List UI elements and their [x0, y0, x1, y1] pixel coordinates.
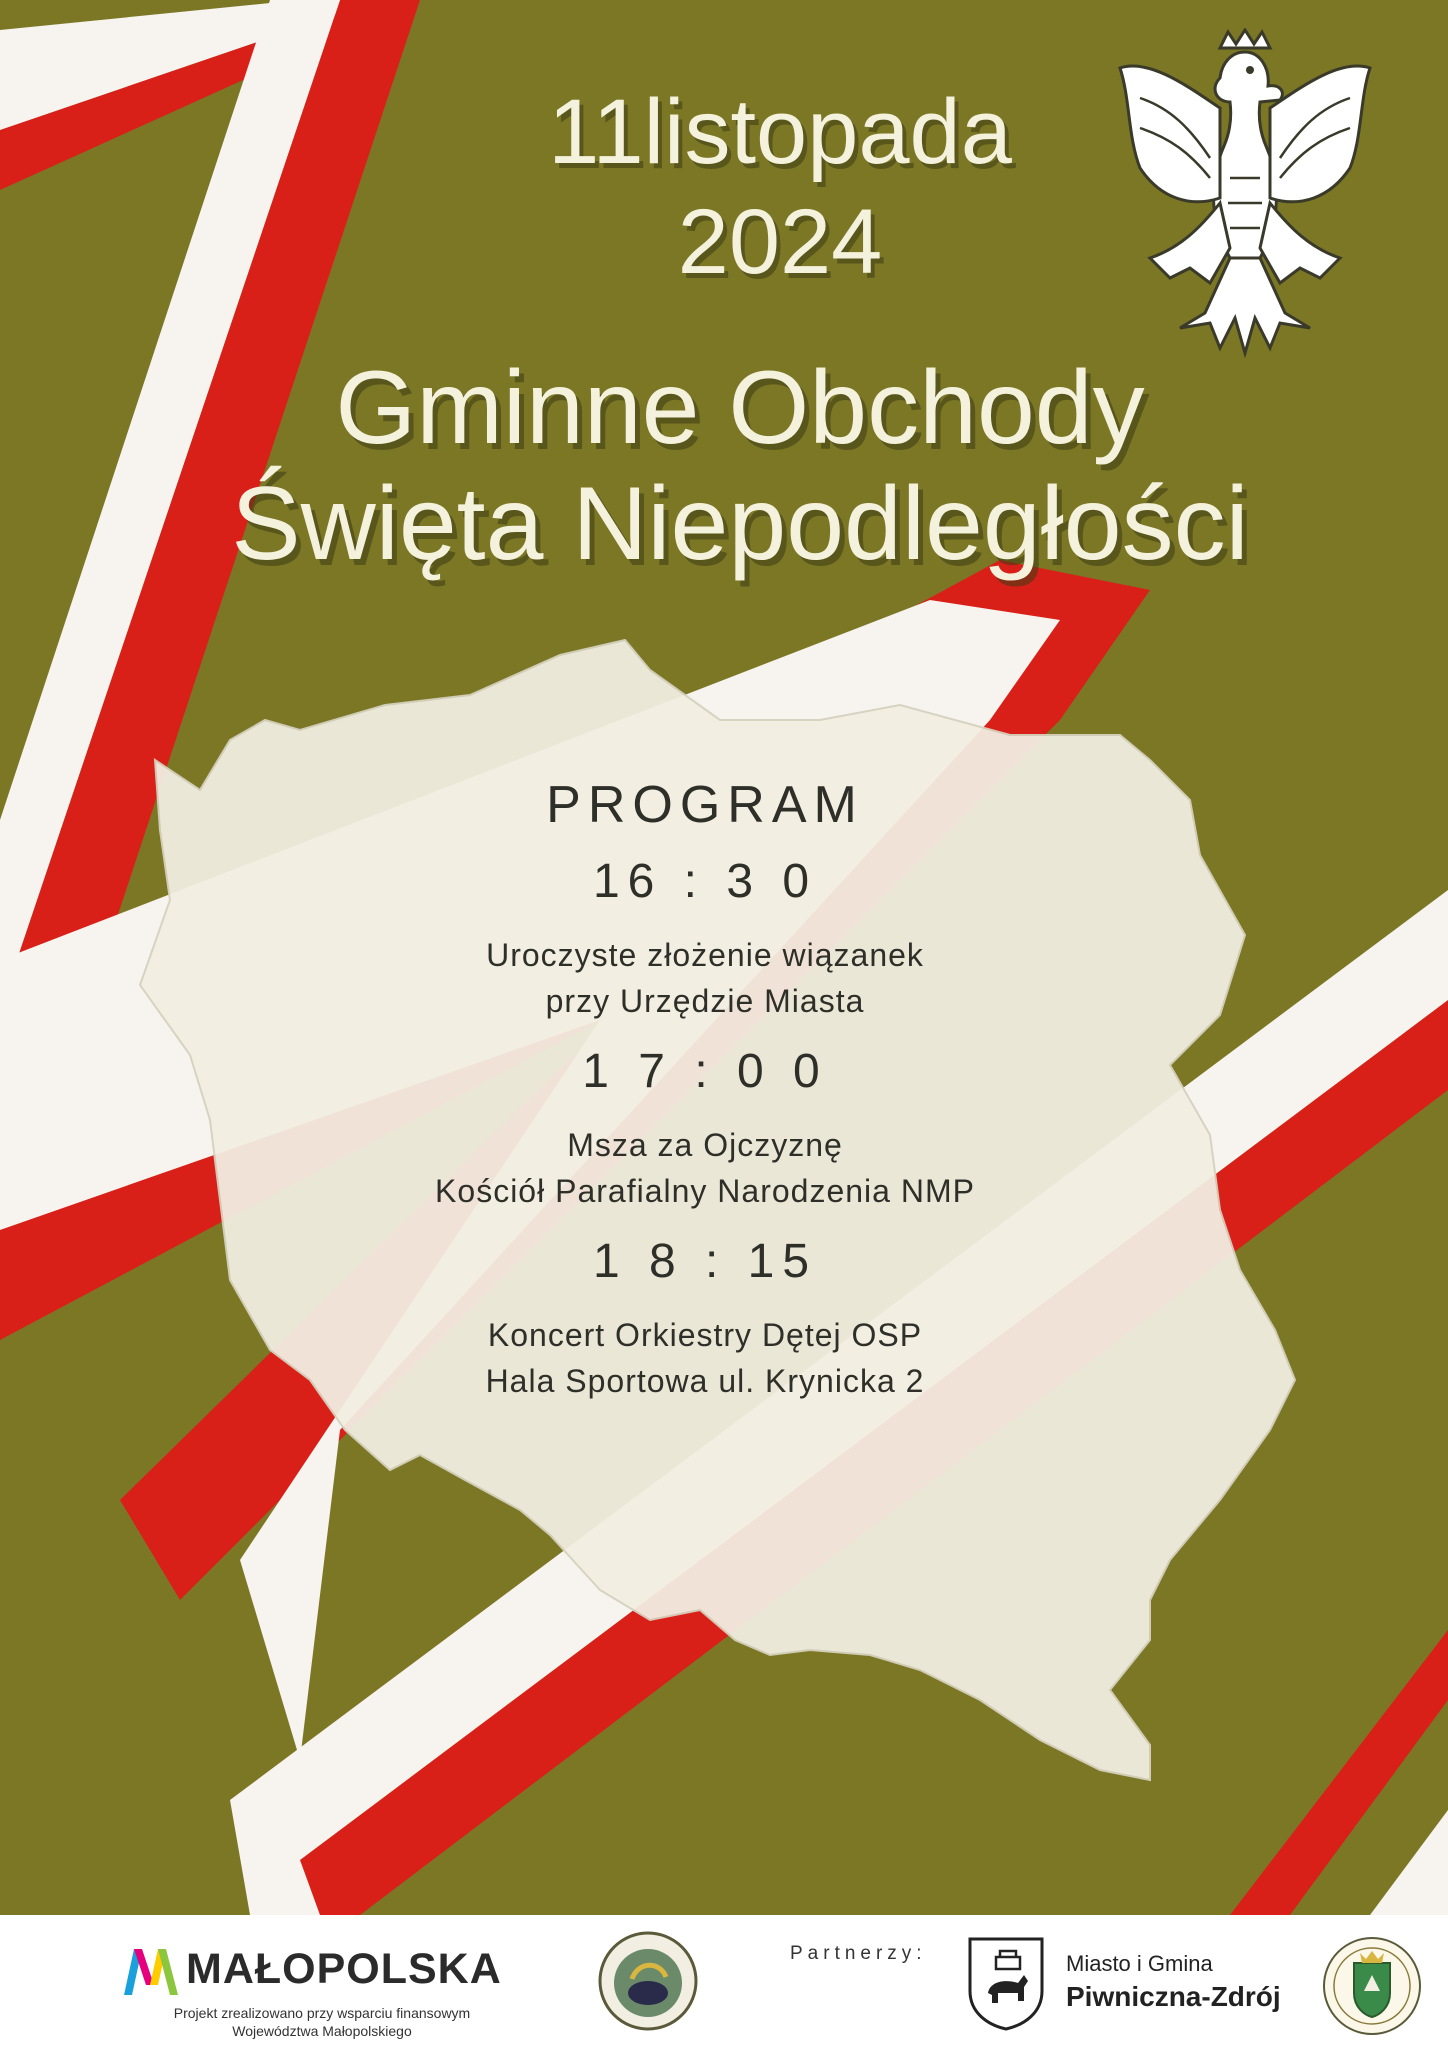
date-day: 11listopada — [548, 81, 1012, 183]
program-event — [290, 852, 1120, 1024]
event-time: 1 8 : 15 — [592, 1235, 818, 1288]
malopolska-note: Województwa Małopolskiego — [232, 2023, 412, 2039]
program-section — [290, 770, 1120, 1422]
event-location: Kościół Parafialny Narodzenia NMP — [435, 1173, 975, 1209]
partners-label: Partnerzy: — [790, 1943, 927, 1964]
event-location: przy Urzędzie Miasta — [545, 983, 865, 1019]
event-time: 1 7 : 0 0 — [582, 1045, 828, 1098]
footer — [0, 1915, 1448, 2048]
date-year: 2024 — [677, 191, 883, 293]
malopolska-name: MAŁOPOLSKA — [186, 1945, 502, 1993]
event-title: Koncert Orkiestry Dętej OSP — [487, 1317, 923, 1353]
mok-seal-icon — [1320, 1929, 1424, 2043]
event-time: 16 : 3 0 — [592, 855, 818, 908]
malopolska-logo-icon — [120, 1945, 180, 1997]
city-crest-icon — [966, 1935, 1046, 2031]
title-line-2: Święta Niepodległości — [231, 466, 1249, 582]
program-event — [290, 1042, 1120, 1214]
event-title: Uroczyste złożenie wiązanek — [486, 937, 924, 973]
event-title: Msza za Ojczyznę — [567, 1127, 843, 1163]
program-heading: PROGRAM — [546, 776, 864, 834]
event-location: Hala Sportowa ul. Krynicka 2 — [485, 1363, 925, 1399]
title-line-1: Gminne Obchody — [335, 350, 1145, 466]
malopolska-note: Projekt zrealizowano przy wsparciu finansowym — [173, 2005, 471, 2021]
city-name-line-2: Piwniczna-Zdrój — [1066, 1981, 1281, 2012]
orchestra-logo-icon — [598, 1931, 698, 2031]
program-event — [290, 1232, 1120, 1404]
city-name-line-1: Miasto i Gmina — [1066, 1951, 1213, 1976]
